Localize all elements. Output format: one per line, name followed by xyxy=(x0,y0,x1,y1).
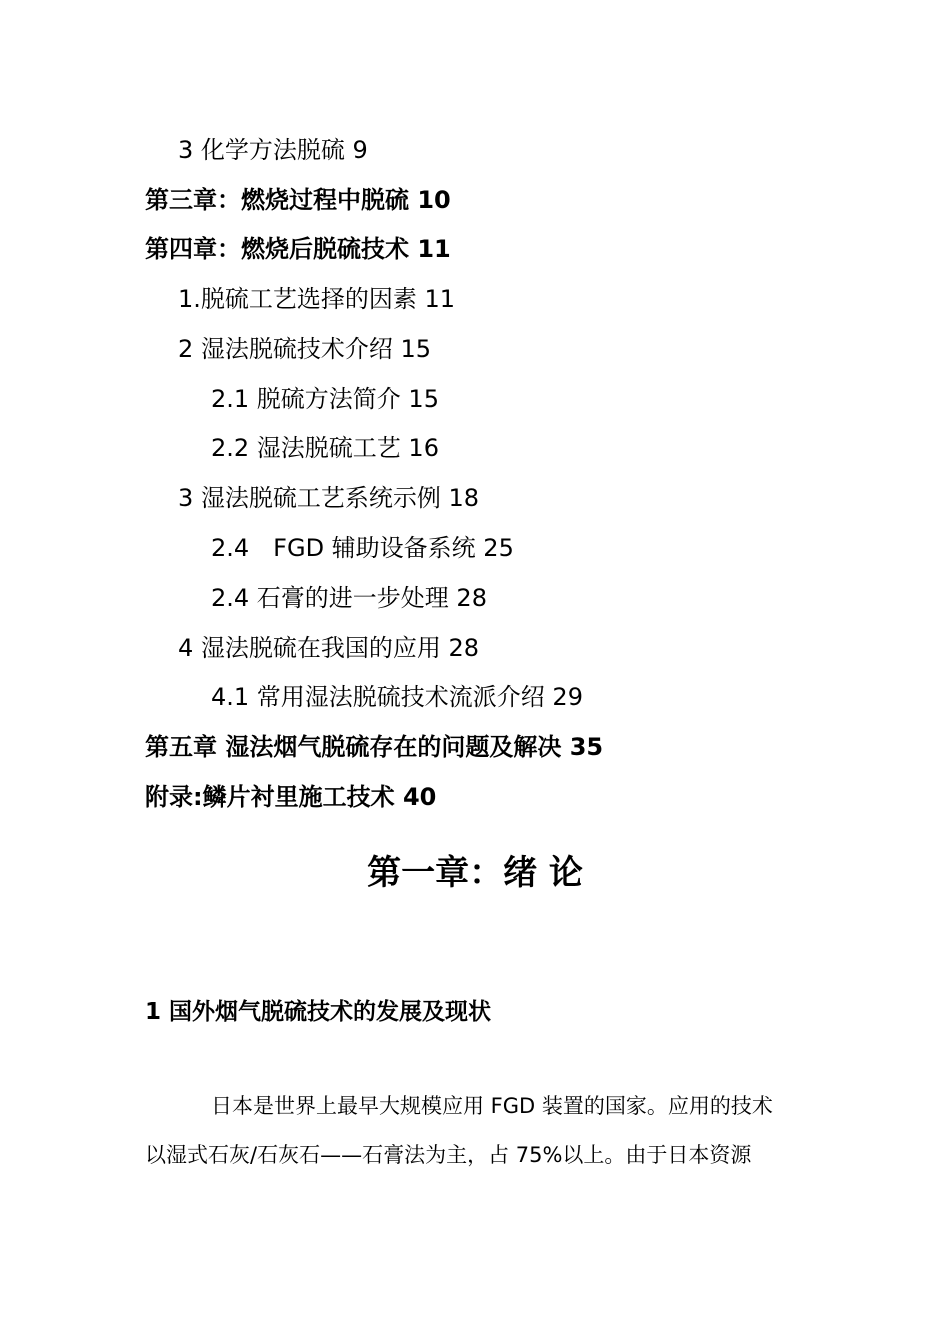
toc-entry[interactable]: 2.2 湿法脱硫工艺 16 xyxy=(211,434,439,462)
toc-entry[interactable]: 第三章：燃烧过程中脱硫 10 xyxy=(145,186,451,214)
toc-entry[interactable]: 第四章：燃烧后脱硫技术 11 xyxy=(145,235,451,263)
toc-entry[interactable]: 1.脱硫工艺选择的因素 11 xyxy=(178,285,456,313)
toc-entry[interactable]: 2.4 FGD 辅助设备系统 25 xyxy=(211,534,514,562)
toc-entry[interactable]: 第五章 湿法烟气脱硫存在的问题及解决 35 xyxy=(145,733,604,761)
toc-entry[interactable]: 4 湿法脱硫在我国的应用 28 xyxy=(178,634,480,662)
chapter-title: 第一章：绪 论 xyxy=(367,853,583,893)
paragraph-line: 日本是世界上最早大规模应用 FGD 装置的国家。应用的技术 xyxy=(211,1094,773,1118)
toc-entry[interactable]: 4.1 常用湿法脱硫技术流派介绍 29 xyxy=(211,683,583,711)
paragraph-line: 以湿式石灰/石灰石——石膏法为主，占 75%以上。由于日本资源 xyxy=(145,1143,752,1167)
toc-entry[interactable]: 3 湿法脱硫工艺系统示例 18 xyxy=(178,484,480,512)
toc-entry[interactable]: 3 化学方法脱硫 9 xyxy=(178,136,368,164)
toc-entry[interactable]: 附录:鳞片衬里施工技术 40 xyxy=(145,783,437,811)
toc-entry[interactable]: 2.1 脱硫方法简介 15 xyxy=(211,385,439,413)
section-heading: 1 国外烟气脱硫技术的发展及现状 xyxy=(145,999,492,1025)
toc-entry[interactable]: 2 湿法脱硫技术介绍 15 xyxy=(178,335,432,363)
toc-entry[interactable]: 2.4 石膏的进一步处理 28 xyxy=(211,584,487,612)
